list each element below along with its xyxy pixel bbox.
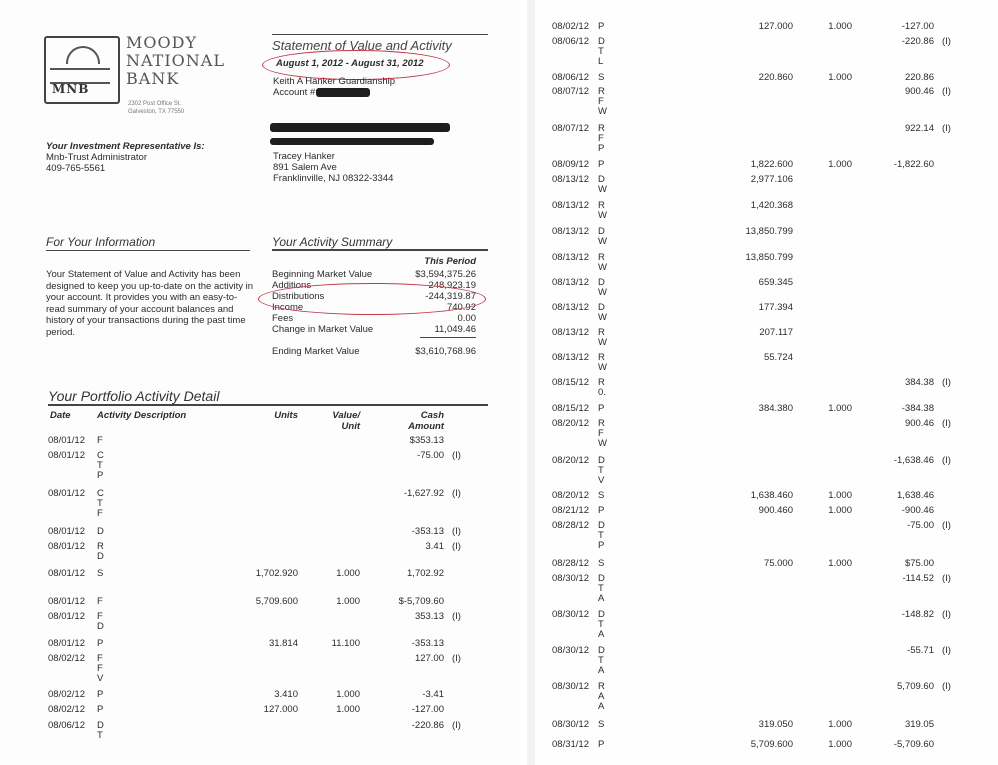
summary-label: Fees (272, 313, 294, 324)
activity-cash-amount: -1,638.46 (893, 455, 934, 466)
activity-units: 207.117 (759, 327, 793, 338)
activity-description: R W (598, 252, 607, 273)
activity-cash-amount: -75.00 (417, 450, 444, 461)
activity-description: C T P (97, 450, 104, 481)
activity-units: 177.394 (758, 302, 793, 313)
bank-address-line: Galveston, TX 77550 (128, 109, 185, 115)
activity-description: R W (598, 327, 607, 348)
recipient-name: Tracey Hanker (273, 151, 335, 162)
activity-cash-amount: -148.82 (901, 609, 934, 620)
summary-value: 0.00 (457, 313, 476, 324)
additions-highlight-oval (258, 283, 486, 315)
activity-units: 5,709.600 (750, 739, 793, 750)
activity-value-per-unit: 11.100 (331, 638, 360, 649)
activity-income-flag: (I) (452, 611, 461, 622)
activity-income-flag: (I) (452, 720, 461, 731)
col-header-cash (400, 410, 444, 432)
summary-row (272, 324, 476, 335)
activity-income-flag: (I) (942, 418, 951, 429)
activity-date: 08/13/12 (552, 327, 589, 338)
activity-income-flag: (I) (452, 526, 461, 537)
activity-cash-amount: -353.13 (411, 638, 444, 649)
activity-description: D W (598, 174, 607, 195)
statement-title: Statement of Value and Activity (272, 38, 452, 53)
activity-date: 08/02/12 (48, 689, 85, 700)
activity-cash-amount: 319.05 (904, 719, 934, 730)
activity-description: R W (598, 200, 607, 221)
summary-value: 740.92 (446, 302, 476, 313)
recipient-city: Franklinville, NJ 08322-3344 (273, 173, 394, 184)
activity-cash-amount: 384.38 (904, 377, 934, 388)
activity-description: R F W (598, 86, 607, 117)
activity-date: 08/30/12 (552, 573, 589, 584)
activity-description: S (598, 72, 605, 83)
activity-cash-amount: -114.52 (902, 573, 934, 584)
activity-value-per-unit: 1.000 (336, 689, 360, 700)
activity-description: P (598, 159, 605, 170)
activity-date: 08/13/12 (552, 302, 589, 313)
activity-date: 08/30/12 (552, 719, 589, 730)
activity-cash-amount: 1,702.92 (407, 568, 444, 579)
activity-units: 31.814 (268, 638, 298, 649)
activity-cash-amount: -75.00 (907, 520, 934, 531)
activity-description: F (97, 596, 103, 607)
activity-value-per-unit: 1.000 (336, 568, 360, 579)
activity-date: 08/28/12 (552, 558, 589, 569)
activity-description: D T A (598, 609, 605, 640)
activity-description: R 0. (598, 377, 606, 398)
activity-cash-amount: $353.13 (409, 435, 444, 446)
activity-description: R A A (598, 681, 605, 712)
activity-description: F D (97, 611, 104, 632)
activity-cash-amount: -220.86 (411, 720, 444, 731)
activity-cash-amount: -127.00 (901, 21, 934, 32)
activity-description: P (598, 505, 605, 516)
summary-value: 11,049.46 (434, 324, 476, 335)
account-number-redaction (316, 88, 370, 97)
activity-date: 08/07/12 (552, 123, 589, 134)
summary-total-rule (420, 337, 476, 338)
activity-income-flag: (I) (942, 455, 951, 466)
activity-income-flag: (I) (452, 541, 461, 552)
account-name: Keith A Hanker Guardianship (273, 76, 395, 87)
activity-description: R D (97, 541, 104, 562)
activity-cash-amount: 3.41 (425, 541, 444, 552)
col-header-date: Date (50, 410, 71, 421)
activity-cash-amount: 900.46 (904, 86, 934, 97)
activity-date: 08/30/12 (552, 681, 589, 692)
activity-date: 08/01/12 (48, 568, 85, 579)
activity-description: D T A (598, 645, 605, 676)
info-text: Your Statement of Value and Activity has been designed to keep you up-to-date on the activity in your account. It provides you with an easy-to-read summary of your account balances and history of your transactions during the past time period. (46, 269, 254, 338)
activity-description: D (97, 526, 104, 537)
activity-cash-amount: -127.00 (411, 704, 444, 715)
activity-description: D W (598, 226, 607, 247)
activity-date: 08/06/12 (552, 36, 589, 47)
activity-units: 659.345 (758, 277, 793, 288)
activity-income-flag: (I) (452, 488, 461, 499)
activity-value-per-unit: 1.000 (336, 704, 360, 715)
activity-cash-amount: 127.00 (414, 653, 444, 664)
activity-units: 127.000 (758, 21, 793, 32)
activity-cash-amount: -1,822.60 (893, 159, 934, 170)
activity-date: 08/01/12 (48, 611, 85, 622)
summary-label: Beginning Market Value (272, 269, 373, 280)
activity-units: 127.000 (263, 704, 298, 715)
activity-date: 08/01/12 (48, 596, 85, 607)
summary-period-header: This Period (424, 256, 476, 267)
summary-label: Additions (272, 280, 312, 291)
activity-units: 900.460 (758, 505, 793, 516)
activity-description: P (97, 638, 104, 649)
col-header-value-unit (318, 410, 360, 432)
activity-date: 08/01/12 (48, 526, 85, 537)
activity-description: P (97, 689, 104, 700)
col-header-unit: Unit (341, 421, 360, 432)
activity-date: 08/06/12 (552, 72, 589, 83)
activity-units: 1,822.600 (750, 159, 793, 170)
activity-cash-amount: 900.46 (904, 418, 934, 429)
activity-description: D T V (598, 455, 605, 486)
activity-cash-amount: 5,709.60 (897, 681, 934, 692)
info-rule (46, 250, 250, 251)
activity-cash-amount: -384.38 (901, 403, 934, 414)
sun-icon (66, 46, 100, 64)
activity-date: 08/01/12 (48, 450, 85, 461)
activity-units: 1,638.460 (750, 490, 793, 501)
summary-rule (272, 249, 488, 251)
activity-description: S (598, 490, 605, 501)
activity-date: 08/06/12 (48, 720, 85, 731)
representative-phone: 409-765-5561 (46, 163, 106, 174)
activity-cash-amount: 922.14 (904, 123, 934, 134)
activity-value-per-unit: 1.000 (828, 505, 852, 516)
activity-cash-amount: -220.86 (901, 36, 934, 47)
activity-units: 384.380 (758, 403, 793, 414)
summary-label: Change in Market Value (272, 324, 374, 335)
activity-description: P (598, 739, 605, 750)
activity-cash-amount: $75.00 (904, 558, 934, 569)
account-label: Account # (273, 87, 316, 98)
activity-units: 1,420.368 (750, 200, 793, 211)
col-header-cash-line2: Amount (408, 421, 444, 432)
activity-date: 08/13/12 (552, 200, 589, 211)
activity-cash-amount: -3.41 (422, 689, 444, 700)
activity-date: 08/20/12 (552, 490, 589, 501)
activity-cash-amount: $-5,709.60 (398, 596, 444, 607)
bank-logo (44, 36, 120, 104)
summary-value: 248,923.19 (428, 280, 476, 291)
activity-date: 08/01/12 (48, 488, 85, 499)
activity-date: 08/01/12 (48, 435, 85, 446)
activity-description: D T (97, 720, 104, 741)
bank-address-line: 2302 Post Office St. (128, 101, 182, 107)
page-divider (527, 0, 535, 765)
activity-description: F F V (97, 653, 104, 684)
activity-cash-amount: -900.46 (901, 505, 934, 516)
activity-date: 08/01/12 (48, 638, 85, 649)
activity-income-flag: (I) (452, 653, 461, 664)
activity-description: S (598, 719, 605, 730)
activity-cash-amount: -55.71 (907, 645, 934, 656)
activity-date: 08/30/12 (552, 645, 589, 656)
activity-cash-amount: 353.13 (414, 611, 444, 622)
activity-date: 08/31/12 (552, 739, 589, 750)
bank-name-line: MOODY (126, 33, 198, 52)
activity-date: 08/30/12 (552, 609, 589, 620)
activity-description: D W (598, 302, 607, 323)
activity-description: S (598, 558, 605, 569)
activity-income-flag: (I) (942, 377, 951, 388)
activity-units: 3.410 (274, 689, 298, 700)
activity-date: 08/20/12 (552, 418, 589, 429)
activity-description: R W (598, 352, 607, 373)
recipient-street: 891 Salem Ave (273, 162, 337, 173)
activity-income-flag: (I) (942, 520, 951, 531)
activity-units: 5,709.600 (255, 596, 298, 607)
activity-cash-amount: -353.13 (411, 526, 444, 537)
header-rule (272, 34, 488, 35)
summary-row (272, 269, 476, 280)
activity-income-flag: (I) (942, 645, 951, 656)
bank-address (128, 100, 184, 116)
col-header-description: Activity Description (97, 410, 187, 421)
activity-cash-amount: -5,709.60 (893, 739, 934, 750)
activity-value-per-unit: 1.000 (828, 490, 852, 501)
activity-date: 08/20/12 (552, 455, 589, 466)
activity-date: 08/02/12 (48, 653, 85, 664)
col-header-value: Value/ (332, 410, 360, 421)
representative-heading: Your Investment Representative Is: (46, 141, 205, 152)
activity-description: R F P (598, 123, 605, 154)
activity-income-flag: (I) (942, 573, 951, 584)
summary-label: Income (272, 302, 304, 313)
activity-description: D W (598, 277, 607, 298)
activity-description: D T A (598, 573, 605, 604)
activity-description: S (97, 568, 104, 579)
activity-date: 08/28/12 (552, 520, 589, 531)
activity-date: 08/15/12 (552, 377, 589, 388)
activity-value-per-unit: 1.000 (828, 719, 852, 730)
activity-units: 13,850.799 (745, 252, 793, 263)
bank-name-line: NATIONAL (126, 51, 225, 70)
activity-units: 319.050 (758, 719, 793, 730)
bank-name (126, 34, 236, 88)
activity-value-per-unit: 1.000 (828, 558, 852, 569)
representative-name: Mnb-Trust Administrator (46, 152, 148, 163)
activity-date: 08/15/12 (552, 403, 589, 414)
ending-market-value: $3,610,768.96 (415, 346, 476, 357)
col-header-cash-line1: Cash (420, 410, 444, 421)
activity-income-flag: (I) (452, 450, 461, 461)
activity-date: 08/13/12 (552, 226, 589, 237)
activity-date: 08/21/12 (552, 505, 589, 516)
activity-description: P (598, 403, 605, 414)
summary-title: Your Activity Summary (272, 235, 393, 249)
activity-value-per-unit: 1.000 (828, 403, 852, 414)
activity-units: 75.000 (763, 558, 793, 569)
ending-market-value-label: Ending Market Value (272, 346, 360, 357)
activity-units: 55.724 (763, 352, 793, 363)
summary-label: Distributions (272, 291, 325, 302)
portfolio-title: Your Portfolio Activity Detail (48, 388, 220, 404)
activity-date: 08/09/12 (552, 159, 589, 170)
activity-value-per-unit: 1.000 (828, 159, 852, 170)
statement-period: August 1, 2012 - August 31, 2012 (276, 58, 424, 69)
activity-date: 08/02/12 (552, 21, 589, 32)
activity-description: C T F (97, 488, 104, 519)
recipient-redaction (270, 138, 434, 145)
logo-text: MNB (52, 82, 90, 96)
activity-units: 13,850.799 (745, 226, 793, 237)
recipient-redaction (270, 123, 450, 132)
activity-units: 220.860 (758, 72, 793, 83)
activity-description: D T L (598, 36, 605, 67)
summary-value: -244,319.87 (425, 291, 476, 302)
activity-description: F (97, 435, 103, 446)
activity-income-flag: (I) (942, 681, 951, 692)
activity-income-flag: (I) (942, 86, 951, 97)
activity-income-flag: (I) (942, 609, 951, 620)
activity-value-per-unit: 1.000 (336, 596, 360, 607)
activity-income-flag: (I) (942, 36, 951, 47)
activity-cash-amount: -1,627.92 (403, 488, 444, 499)
activity-value-per-unit: 1.000 (828, 739, 852, 750)
col-header-units: Units (274, 410, 298, 421)
activity-description: R F W (598, 418, 607, 449)
activity-units: 1,702.920 (255, 568, 298, 579)
activity-income-flag: (I) (942, 123, 951, 134)
activity-value-per-unit: 1.000 (828, 72, 852, 83)
activity-units: 2,977.106 (750, 174, 793, 185)
activity-date: 08/13/12 (552, 174, 589, 185)
activity-date: 08/01/12 (48, 541, 85, 552)
activity-value-per-unit: 1.000 (828, 21, 852, 32)
summary-value: $3,594,375.26 (415, 269, 476, 280)
activity-cash-amount: 220.86 (904, 72, 934, 83)
activity-date: 08/13/12 (552, 277, 589, 288)
bank-name-line: BANK (126, 69, 180, 88)
activity-description: P (97, 704, 104, 715)
activity-date: 08/13/12 (552, 252, 589, 263)
activity-description: D T P (598, 520, 605, 551)
activity-cash-amount: 1,638.46 (897, 490, 934, 501)
activity-date: 08/13/12 (552, 352, 589, 363)
activity-date: 08/02/12 (48, 704, 85, 715)
activity-description: P (598, 21, 605, 32)
portfolio-rule (48, 404, 488, 406)
activity-date: 08/07/12 (552, 86, 589, 97)
info-title: For Your Information (46, 235, 156, 249)
